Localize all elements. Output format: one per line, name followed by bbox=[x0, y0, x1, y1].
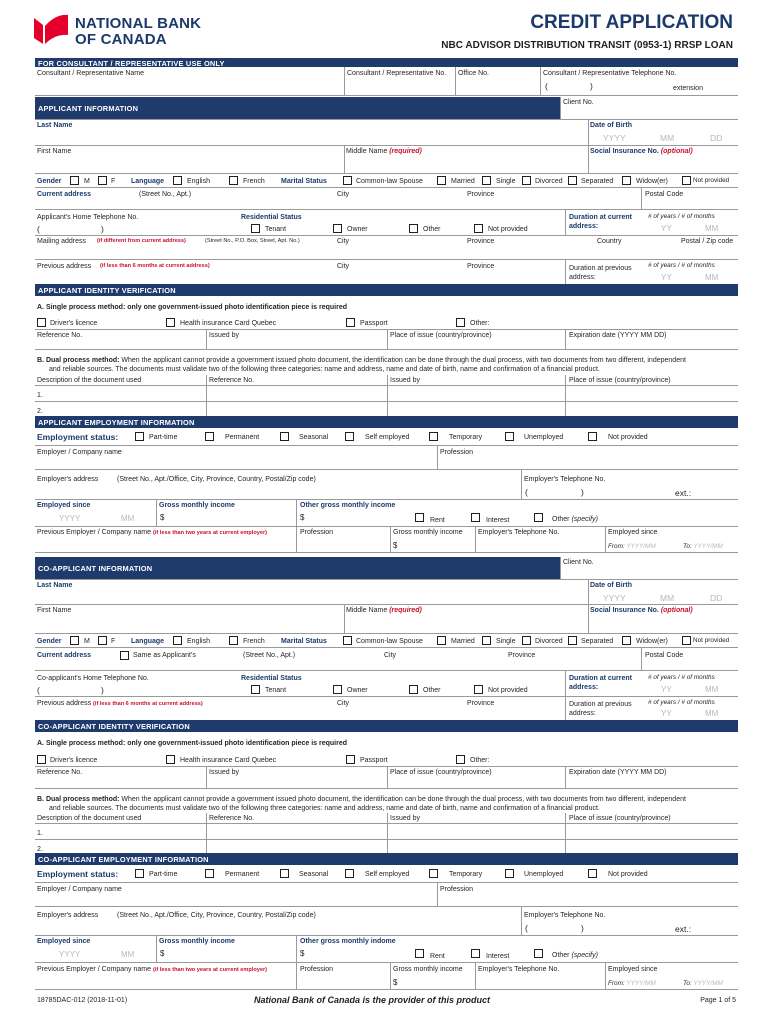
page-title: CREDIT APPLICATION bbox=[530, 12, 733, 33]
co-emp-temporary-checkbox[interactable] bbox=[429, 869, 438, 878]
page-subtitle: NBC ADVISOR DISTRIBUTION TRANSIT (0953-1) RRSP LOAN bbox=[441, 40, 733, 51]
mailing-address-label: Mailing address bbox=[37, 238, 87, 245]
co-id-drivers-licence-checkbox[interactable] bbox=[37, 755, 46, 764]
residential-tenant-checkbox[interactable] bbox=[251, 224, 260, 233]
income-interest-checkbox[interactable] bbox=[471, 513, 480, 522]
provider-note: National Bank of Canada is the provider of this product bbox=[254, 995, 491, 1005]
residential-status-label: Residential Status bbox=[241, 214, 302, 221]
co-id-health-card-checkbox[interactable] bbox=[166, 755, 175, 764]
language-french-checkbox[interactable] bbox=[229, 176, 238, 185]
extension-label: extension bbox=[673, 85, 703, 92]
emp-self-employed-checkbox[interactable] bbox=[345, 432, 354, 441]
client-no-label: Client No. bbox=[563, 99, 594, 106]
co-residential-not-provided-checkbox[interactable] bbox=[474, 685, 483, 694]
marital-widower-checkbox[interactable] bbox=[622, 176, 631, 185]
previous-address-label: Previous address bbox=[37, 263, 92, 270]
current-address-label: Current address bbox=[37, 191, 92, 198]
last-name-label: Last Name bbox=[37, 122, 73, 129]
emp-part-time-checkbox[interactable] bbox=[135, 432, 144, 441]
applicant-info-bar: APPLICANT INFORMATION bbox=[35, 97, 560, 119]
co-income-rent-checkbox[interactable] bbox=[415, 949, 424, 958]
id-drivers-licence-checkbox[interactable] bbox=[37, 318, 46, 327]
marital-not-provided-checkbox[interactable] bbox=[682, 176, 691, 185]
co-marital-divorced-checkbox[interactable] bbox=[522, 636, 531, 645]
bank-name-line1: NATIONAL BANK bbox=[75, 15, 202, 32]
co-residential-tenant-checkbox[interactable] bbox=[251, 685, 260, 694]
bank-name-line2: OF CANADA bbox=[75, 31, 167, 48]
co-emp-self-employed-checkbox[interactable] bbox=[345, 869, 354, 878]
co-marital-common-law-checkbox[interactable] bbox=[343, 636, 352, 645]
applicant-id-bar: APPLICANT IDENTITY VERIFICATION bbox=[35, 284, 738, 296]
consultant-number-label: Consultant / Representative No. bbox=[347, 70, 447, 77]
residential-owner-checkbox[interactable] bbox=[333, 224, 342, 233]
marital-married-checkbox[interactable] bbox=[437, 176, 446, 185]
residential-other-checkbox[interactable] bbox=[409, 224, 418, 233]
marital-separated-checkbox[interactable] bbox=[568, 176, 577, 185]
emp-unemployed-checkbox[interactable] bbox=[505, 432, 514, 441]
gender-m-checkbox[interactable] bbox=[70, 176, 79, 185]
coapplicant-info-bar: CO-APPLICANT INFORMATION bbox=[35, 557, 560, 579]
co-residential-other-checkbox[interactable] bbox=[409, 685, 418, 694]
form-code: 18785DAC-012 (2018-11-01) bbox=[37, 997, 128, 1004]
id-other-checkbox[interactable] bbox=[456, 318, 465, 327]
co-id-other-checkbox[interactable] bbox=[456, 755, 465, 764]
residential-not-provided-checkbox[interactable] bbox=[474, 224, 483, 233]
coapplicant-emp-bar: CO-APPLICANT EMPLOYMENT INFORMATION bbox=[35, 853, 738, 865]
id-health-card-checkbox[interactable] bbox=[166, 318, 175, 327]
co-marital-not-provided-checkbox[interactable] bbox=[682, 636, 691, 645]
co-emp-not-provided-checkbox[interactable] bbox=[588, 869, 597, 878]
sin-label: Social Insurance No. (optional) bbox=[590, 148, 693, 155]
income-rent-checkbox[interactable] bbox=[415, 513, 424, 522]
office-number-label: Office No. bbox=[458, 70, 489, 77]
middle-name-label: Middle Name (required) bbox=[346, 148, 422, 155]
co-gender-f-checkbox[interactable] bbox=[98, 636, 107, 645]
co-emp-seasonal-checkbox[interactable] bbox=[280, 869, 289, 878]
co-id-passport-checkbox[interactable] bbox=[346, 755, 355, 764]
consultant-section-bar: FOR CONSULTANT / REPRESENTATIVE USE ONLY bbox=[35, 58, 738, 67]
same-as-applicant-checkbox[interactable] bbox=[120, 651, 129, 660]
gender-f-checkbox[interactable] bbox=[98, 176, 107, 185]
date-of-birth-label: Date of Birth bbox=[590, 122, 632, 129]
co-residential-owner-checkbox[interactable] bbox=[333, 685, 342, 694]
bank-logo-icon bbox=[34, 14, 68, 46]
emp-temporary-checkbox[interactable] bbox=[429, 432, 438, 441]
page-number: Page 1 of 5 bbox=[700, 997, 736, 1004]
co-marital-widower-checkbox[interactable] bbox=[622, 636, 631, 645]
consultant-phone-label: Consultant / Representative Telephone No. bbox=[543, 70, 677, 77]
co-income-other-checkbox[interactable] bbox=[534, 949, 543, 958]
applicant-emp-bar: APPLICANT EMPLOYMENT INFORMATION bbox=[35, 416, 738, 428]
co-marital-separated-checkbox[interactable] bbox=[568, 636, 577, 645]
emp-not-provided-checkbox[interactable] bbox=[588, 432, 597, 441]
co-language-english-checkbox[interactable] bbox=[173, 636, 182, 645]
co-marital-married-checkbox[interactable] bbox=[437, 636, 446, 645]
home-phone-label: Applicant's Home Telephone No. bbox=[37, 214, 139, 221]
first-name-label: First Name bbox=[37, 148, 72, 155]
co-emp-permanent-checkbox[interactable] bbox=[205, 869, 214, 878]
income-other-checkbox[interactable] bbox=[534, 513, 543, 522]
co-income-interest-checkbox[interactable] bbox=[471, 949, 480, 958]
marital-divorced-checkbox[interactable] bbox=[522, 176, 531, 185]
emp-permanent-checkbox[interactable] bbox=[205, 432, 214, 441]
co-gender-m-checkbox[interactable] bbox=[70, 636, 79, 645]
id-passport-checkbox[interactable] bbox=[346, 318, 355, 327]
co-emp-part-time-checkbox[interactable] bbox=[135, 869, 144, 878]
coapplicant-id-bar: CO-APPLICANT IDENTITY VERIFICATION bbox=[35, 720, 738, 732]
marital-single-checkbox[interactable] bbox=[482, 176, 491, 185]
co-emp-unemployed-checkbox[interactable] bbox=[505, 869, 514, 878]
co-marital-single-checkbox[interactable] bbox=[482, 636, 491, 645]
consultant-name-label: Consultant / Representative Name bbox=[37, 70, 144, 77]
language-english-checkbox[interactable] bbox=[173, 176, 182, 185]
marital-common-law-checkbox[interactable] bbox=[343, 176, 352, 185]
co-language-french-checkbox[interactable] bbox=[229, 636, 238, 645]
emp-seasonal-checkbox[interactable] bbox=[280, 432, 289, 441]
